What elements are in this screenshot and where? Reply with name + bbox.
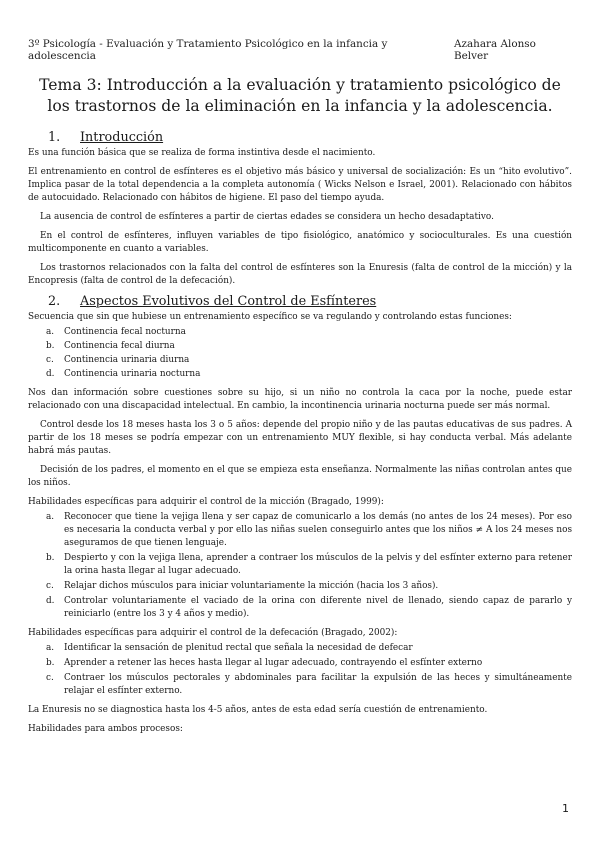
list-item: [28, 368, 572, 381]
section-1-number: 1.: [48, 130, 61, 145]
paragraph: Decisión de los padres, el momento en el que se empieza esta enseñanza. Normalmente las niñas controlan antes que los niños.: [28, 465, 572, 488]
paragraph: En el control de esfínteres, influyen variables de tipo fisiológico, anatómico y socioculturales. Es una cuestión multicomponente en cuanto a variables.: [28, 231, 572, 254]
paragraph: Secuencia que sin que hubiese un entrenamiento específico se va regulando y controlando estas funciones:: [28, 312, 512, 322]
section-1-heading: [28, 130, 572, 145]
list-text: Despierto y con la vejiga llena, aprender a contraer los músculos de la pelvis y del esfínter externo para retener la orina hasta llegar al lugar adecuado.: [64, 553, 572, 576]
paragraph: El entrenamiento en control de esfínteres es el objetivo más básico y universal de socialización: Es un “hito evolutivo”. Implica pasar de la total dependencia a la completa autonomía ( Wicks Nelson e Israel, 2001). Relacionado con hábitos de autocuidado. Relacionado con hábitos de higiene. El paso del tiempo ayuda.: [28, 167, 572, 203]
list-marker: b.: [46, 553, 55, 563]
list-text: Continencia fecal diurna: [64, 341, 175, 351]
paragraph: Es una función básica que se realiza de forma instintiva desde el nacimiento.: [28, 148, 376, 158]
section-2-heading: [28, 294, 572, 309]
list-marker: b.: [46, 341, 55, 351]
list-text: Controlar voluntariamente el vaciado de la orina con diferente nivel de llenado, siendo capaz de pararlo y reiniciarlo (entre los 3 y 4 años y medio).: [64, 596, 572, 619]
miccion-skills-list: [28, 511, 572, 621]
list-text: Continencia fecal nocturna: [64, 327, 186, 337]
paragraph: La ausencia de control de esfínteres a partir de ciertas edades se considera un hecho desadaptativo.: [40, 212, 494, 222]
list-text: Continencia urinaria nocturna: [64, 369, 201, 379]
list-item: [28, 580, 572, 593]
list-item: [28, 642, 572, 655]
list-item: [28, 657, 572, 670]
list-text: Reconocer que tiene la vejiga llena y ser capaz de comunicarlo a los demás (no antes de los 24 meses). Por eso es necesaria la conducta verbal y por ello las niñas suelen conseguirlo antes que los niños ≠ A los 24 meses nos aseguramos de que tienen lenguaje.: [64, 512, 572, 548]
list-marker: c.: [46, 581, 54, 591]
list-item: [28, 511, 572, 550]
list-marker: a.: [46, 327, 55, 337]
list-marker: d.: [46, 369, 55, 379]
document-title: Tema 3: Introducción a la evaluación y tratamiento psicológico de los trastornos de la eliminación en la infancia y la adolescencia.: [39, 76, 561, 115]
list-marker: b.: [46, 658, 55, 668]
list-item: [28, 354, 572, 367]
list-marker: c.: [46, 673, 54, 683]
list-item: [28, 340, 572, 353]
paragraph: Habilidades para ambos procesos:: [28, 724, 183, 734]
list-marker: a.: [46, 512, 55, 522]
list-item: [28, 326, 572, 339]
list-item: [28, 552, 572, 578]
list-text: Continencia urinaria diurna: [64, 355, 190, 365]
document-page: [28, 38, 572, 742]
header-course: 3º Psicología - Evaluación y Tratamiento Psicológico en la infancia y adolescencia: [28, 38, 388, 62]
paragraph: La Enuresis no se diagnostica hasta los 4-5 años, antes de esta edad sería cuestión de entrenamiento.: [28, 705, 488, 715]
list-text: Aprender a retener las heces hasta llegar al lugar adecuado, contrayendo el esfínter externo: [64, 658, 483, 668]
list-marker: c.: [46, 355, 54, 365]
paragraph: Los trastornos relacionados con la falta del control de esfínteres son la Enuresis (falta de control de la micción) y la Encopresis (falta de control de la defecación).: [28, 263, 572, 286]
section-2-number: 2.: [48, 294, 61, 309]
section-2-title: Aspectos Evolutivos del Control de Esfínteres: [80, 294, 377, 309]
list-marker: a.: [46, 643, 55, 653]
list-text: Relajar dichos músculos para iniciar voluntariamente la micción (hacia los 3 años).: [64, 581, 439, 591]
list-item: [28, 672, 572, 698]
paragraph: Habilidades específicas para adquirir el control de la micción (Bragado, 1999):: [28, 497, 384, 507]
paragraph: Control desde los 18 meses hasta los 3 o 5 años: depende del propio niño y de las pautas educativas de sus padres. A partir de los 18 meses se podría empezar con un entrenamiento MUY flexible, si hay conducta verbal. Más adelante habrá más pautas.: [28, 420, 572, 456]
paragraph: Habilidades específicas para adquirir el control de la defecación (Bragado, 2002):: [28, 628, 398, 638]
defecacion-skills-list: [28, 642, 572, 698]
list-item: [28, 595, 572, 621]
list-text: Contraer los músculos pectorales y abdominales para facilitar la expulsión de las heces y simultáneamente relajar el esfínter externo.: [64, 673, 572, 696]
page-number: 1: [562, 802, 569, 815]
list-marker: d.: [46, 596, 55, 606]
section-1-title: Introducción: [80, 130, 164, 145]
sequence-list: [28, 326, 572, 381]
list-text: Identificar la sensación de plenitud rectal que señala la necesidad de defecar: [64, 643, 413, 653]
running-header: [28, 38, 572, 62]
header-author: Azahara Alonso Belver: [453, 38, 536, 62]
paragraph: Nos dan información sobre cuestiones sobre su hijo, si un niño no controla la caca por la noche, puede estar relacionado con una discapacidad intelectual. En cambio, la incontinencia urinaria nocturna puede ser más normal.: [28, 388, 572, 411]
